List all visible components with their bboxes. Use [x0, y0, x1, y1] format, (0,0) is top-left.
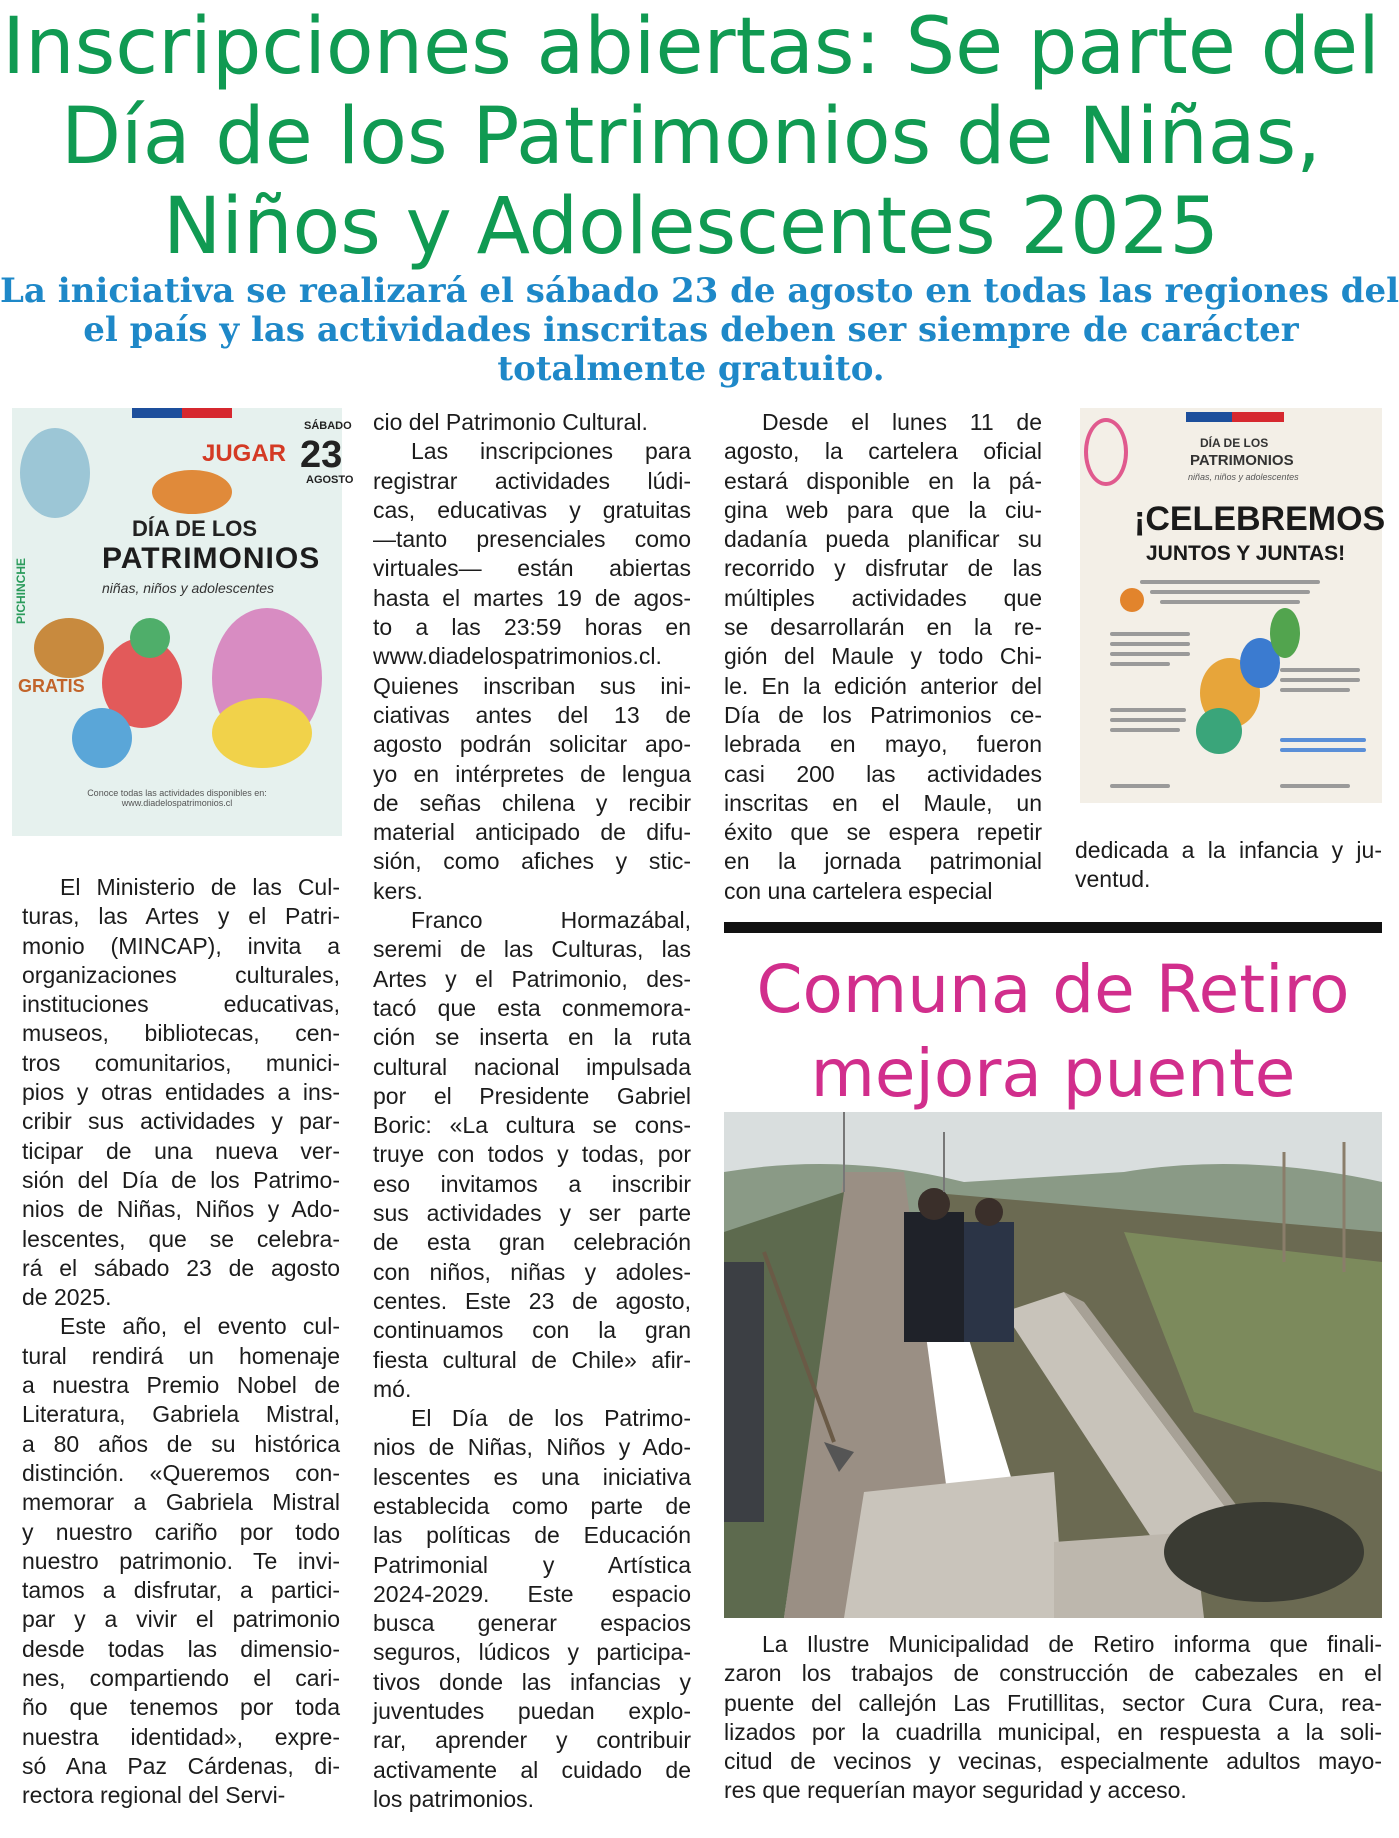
- text-line: gina web para que la ciu-: [724, 496, 1042, 523]
- text-line: activamente al cuidado de: [373, 1756, 691, 1783]
- poster-ninas: niñas, niños y adolescentes: [102, 580, 274, 596]
- text-line: El Ministerio de las Cul-: [60, 874, 340, 900]
- text-line: por el Presidente Gabriel: [373, 1082, 691, 1109]
- text-line: Este año, el evento cul-: [60, 1313, 340, 1340]
- text-line: tural rendirá un homenaje: [22, 1342, 340, 1369]
- poster-patrimonios: PATRIMONIOS: [102, 542, 321, 575]
- text-line: museos, bibliotecas, cen-: [22, 1020, 340, 1047]
- poster2-ninas: niñas, niños y adolescentes: [1188, 472, 1299, 482]
- text-line: y nuestro cariño por todo: [22, 1518, 340, 1545]
- text-line: nios de Niñas, Niños y Ado-: [373, 1434, 691, 1461]
- bridge-photo-illustration: [724, 1112, 1382, 1618]
- illustration-shape: [1196, 708, 1242, 754]
- ribbon-illustration: [1084, 418, 1128, 486]
- text-line: memorar a Gabriela Mistral: [22, 1489, 340, 1516]
- text-line: Literatura, Gabriela Mistral,: [22, 1401, 340, 1428]
- subheadline-line-1: La iniciativa se realizará el sábado 23 de agosto en todas las regiones del: [0, 271, 1399, 311]
- text-line: puente del callejón Las Frutillitas, sector Cura Cura, rea-: [724, 1689, 1382, 1716]
- text-line: casi 200 las actividades: [724, 760, 1042, 787]
- text-line: tros comunitarios, munici-: [22, 1049, 340, 1076]
- article-column-2: [373, 408, 691, 1814]
- text-line: cio del Patrimonio Cultural.: [373, 409, 648, 435]
- text-line: estará disponible en la pá-: [724, 467, 1042, 494]
- text-line: Franco Hormazábal,: [411, 907, 691, 934]
- text-line: los patrimonios.: [373, 1785, 535, 1812]
- text-line: turas, las Artes y el Patri-: [22, 903, 340, 930]
- text-line: ventud.: [1075, 866, 1151, 893]
- text-line: establecida como parte de: [373, 1492, 691, 1519]
- text-line: continuamos con la gran: [373, 1317, 691, 1344]
- text-line: ño que tenemos por toda: [22, 1694, 340, 1721]
- poster-footer: Conoce todas las actividades disponibles en: www.diadelospatrimonios.cl: [87, 788, 267, 808]
- text-line: sión, como afiches y stic-: [373, 848, 691, 875]
- illustration-shape: [72, 708, 132, 768]
- poster2-patrimonios: PATRIMONIOS: [1190, 452, 1294, 469]
- text-line: lescentes, que se celebra-: [22, 1225, 340, 1252]
- poster-dia-patrimonios: [12, 408, 354, 836]
- headline-line-2: Día de los Patrimonios de Niñas,: [60, 92, 1322, 182]
- text-line: cribir sus actividades y par-: [22, 1108, 340, 1135]
- article-column-1: [22, 873, 340, 1811]
- text-line: le. En la edición anterior del: [724, 672, 1042, 699]
- text-line: con una cartelera especial: [724, 877, 993, 904]
- text-line: las políticas de Educación: [373, 1522, 691, 1549]
- text-line: múltiples actividades que: [724, 584, 1042, 611]
- text-line: desde todas las dimensio-: [22, 1635, 340, 1662]
- text-line: de señas chilena y recibir: [373, 789, 691, 816]
- text-line: El Día de los Patrimo-: [411, 1405, 691, 1432]
- text-line: dadanía pueda planificar su: [724, 526, 1042, 553]
- text-line: sión del Día de los Patrimo-: [22, 1166, 340, 1193]
- text-line: truye con todos y todas, por: [373, 1141, 691, 1168]
- text-line: Boric: «La cultura se cons-: [373, 1112, 691, 1139]
- text-line: —tanto presenciales como: [373, 526, 691, 553]
- poster-sabado: SÁBADO: [304, 420, 352, 432]
- article2-title: [724, 948, 1382, 1116]
- text-line: dedicada a la infancia y ju-: [1075, 837, 1382, 863]
- text-line: Las inscripciones para: [411, 438, 691, 465]
- poster-day: 23: [300, 434, 343, 476]
- text-line: lescentes es una iniciativa: [373, 1463, 691, 1490]
- text-line: rá el sábado 23 de agosto: [22, 1254, 340, 1281]
- text-line: tamos a disfrutar, a partici-: [22, 1577, 340, 1604]
- illustration-shape: [1270, 608, 1300, 658]
- headline: [0, 2, 1382, 272]
- text-line: res que requerían mayor seguridad y acceso.: [724, 1777, 1187, 1804]
- subheadline-line-2: el país y las actividades inscritas deben ser siempre de carácter: [83, 310, 1299, 350]
- illustration-shape: [20, 428, 90, 518]
- text-line: nuestra identidad», expre-: [22, 1723, 340, 1750]
- text-line: to a las 23:59 horas en: [373, 614, 691, 641]
- text-line: citud de vecinos y vecinas, especialmente adultos mayo-: [724, 1748, 1382, 1775]
- text-line: en la jornada patrimonial: [724, 848, 1042, 875]
- text-line: yo en intérpretes de lengua: [373, 760, 691, 787]
- text-line: fiesta cultural de Chile» afir-: [373, 1346, 691, 1373]
- text-line: Artes y el Patrimonio, des-: [373, 965, 691, 992]
- text-line: virtuales— están abiertas: [373, 555, 691, 582]
- illustration-shape: [34, 618, 104, 678]
- text-line: gión del Maule y todo Chi-: [724, 643, 1042, 670]
- text-line: Día de los Patrimonios ce-: [724, 701, 1042, 728]
- article2-title-line-1: Comuna de Retiro: [756, 951, 1350, 1028]
- text-line: eso invitamos a inscribir: [373, 1170, 691, 1197]
- text-line: agosto podrán solicitar apo-: [373, 731, 691, 758]
- headline-line-1: Inscripciones abiertas: Se parte del: [2, 2, 1380, 92]
- poster-celebremos: [1080, 408, 1386, 803]
- text-line: monio (MINCAP), invita a: [22, 932, 340, 959]
- poster-dia-de-los: DÍA DE LOS: [132, 516, 258, 541]
- poster2-juntos: JUNTOS Y JUNTAS!: [1146, 542, 1346, 565]
- subheadline: [0, 271, 1399, 389]
- article2-body: [724, 1630, 1382, 1806]
- text-line: se desarrollarán en la re-: [724, 614, 1042, 641]
- text-line: rar, aprender y contribuir: [373, 1727, 691, 1754]
- text-line: distinción. «Queremos con-: [22, 1459, 340, 1486]
- text-line: de 2025.: [22, 1284, 112, 1311]
- text-line: a 80 años de su histórica: [22, 1430, 340, 1457]
- illustration-shape: [130, 618, 170, 658]
- text-line: zaron los trabajos de construcción de cabezales en el: [724, 1660, 1382, 1687]
- text-line: material anticipado de difu-: [373, 819, 691, 846]
- text-line: a nuestra Premio Nobel de: [22, 1372, 340, 1399]
- poster-gratis: GRATIS: [18, 676, 85, 696]
- text-line: inscritas en el Maule, un: [724, 789, 1042, 816]
- poster2-dia-de-los: DÍA DE LOS: [1200, 436, 1269, 450]
- text-line: juventudes puedan explo-: [373, 1698, 691, 1725]
- text-line: nes, compartiendo el cari-: [22, 1665, 340, 1692]
- text-line: nuestro patrimonio. Te invi-: [22, 1547, 340, 1574]
- text-line: lizados por la cuadrilla municipal, en respuesta a la soli-: [724, 1718, 1382, 1745]
- text-line: hasta el martes 19 de agos-: [373, 584, 691, 611]
- text-line: con niños, niñas y adoles-: [373, 1258, 691, 1285]
- bridge-construction-photo: [724, 1112, 1382, 1618]
- text-line: agosto, la cartelera oficial: [724, 438, 1042, 465]
- text-line: seguros, lúdicos y participa-: [373, 1639, 691, 1666]
- text-line: ticipar de una nueva ver-: [22, 1137, 340, 1164]
- section-divider: [724, 922, 1382, 933]
- text-line: registrar actividades lúdi-: [373, 467, 691, 494]
- text-line: busca generar espacios: [373, 1610, 691, 1637]
- text-line: rectora regional del Servi-: [22, 1782, 286, 1809]
- text-line: cultural nacional impulsada: [373, 1053, 691, 1080]
- illustration-shape: [152, 470, 232, 514]
- text-line: lebrada en mayo, fueron: [724, 731, 1042, 758]
- poster2-celebremos: ¡CELEBREMOS: [1134, 500, 1386, 538]
- text-line: seremi de las Culturas, las: [373, 936, 691, 963]
- text-line: só Ana Paz Cárdenas, di-: [22, 1752, 340, 1779]
- subheadline-line-3: totalmente gratuito.: [497, 349, 885, 389]
- article-column-4: [1075, 836, 1382, 895]
- text-line: instituciones educativas,: [22, 991, 340, 1018]
- text-line: sus actividades y ser parte: [373, 1200, 691, 1227]
- text-line: Patrimonial y Artística: [373, 1551, 691, 1578]
- headline-line-3: Niños y Adolescentes 2025: [163, 182, 1219, 272]
- text-line: par y a vivir el patrimonio: [22, 1606, 340, 1633]
- text-line: cas, educativas y gratuitas: [373, 496, 691, 523]
- text-line: La Ilustre Municipalidad de Retiro informa que finali-: [762, 1631, 1382, 1657]
- text-line: 2024-2029. Este espacio: [373, 1580, 691, 1607]
- text-line: nios de Niñas, Niños y Ado-: [22, 1196, 340, 1223]
- poster-month: AGOSTO: [306, 474, 354, 486]
- text-line: organizaciones culturales,: [22, 961, 340, 988]
- article-column-3: [724, 408, 1042, 906]
- illustration-shape: [212, 698, 312, 768]
- poster-jugar: JUGAR: [202, 440, 287, 467]
- poster-side-label: PICHINCHE: [14, 558, 28, 625]
- text-line: recorrido y disfrutar de las: [724, 555, 1042, 582]
- text-line: www.diadelospatrimonios.cl.: [373, 643, 662, 670]
- text-line: mó.: [373, 1375, 412, 1402]
- text-line: éxito que se espera repetir: [724, 819, 1042, 846]
- text-line: ción se inserta en la ruta: [373, 1024, 691, 1051]
- illustration-shape: [1120, 588, 1144, 612]
- text-line: tacó que esta conmemora-: [373, 994, 691, 1021]
- article2-title-line-2: mejora puente: [810, 1035, 1296, 1112]
- text-line: Quienes inscriban sus ini-: [373, 672, 691, 699]
- text-line: ciativas antes del 13 de: [373, 701, 691, 728]
- text-line: centes. Este 23 de agosto,: [373, 1287, 691, 1314]
- text-line: de esta gran celebración: [373, 1229, 691, 1256]
- text-line: kers.: [373, 877, 423, 904]
- text-line: tivos donde las infancias y: [373, 1668, 691, 1695]
- text-line: Desde el lunes 11 de: [762, 409, 1042, 435]
- text-line: pios y otras entidades a ins-: [22, 1079, 340, 1106]
